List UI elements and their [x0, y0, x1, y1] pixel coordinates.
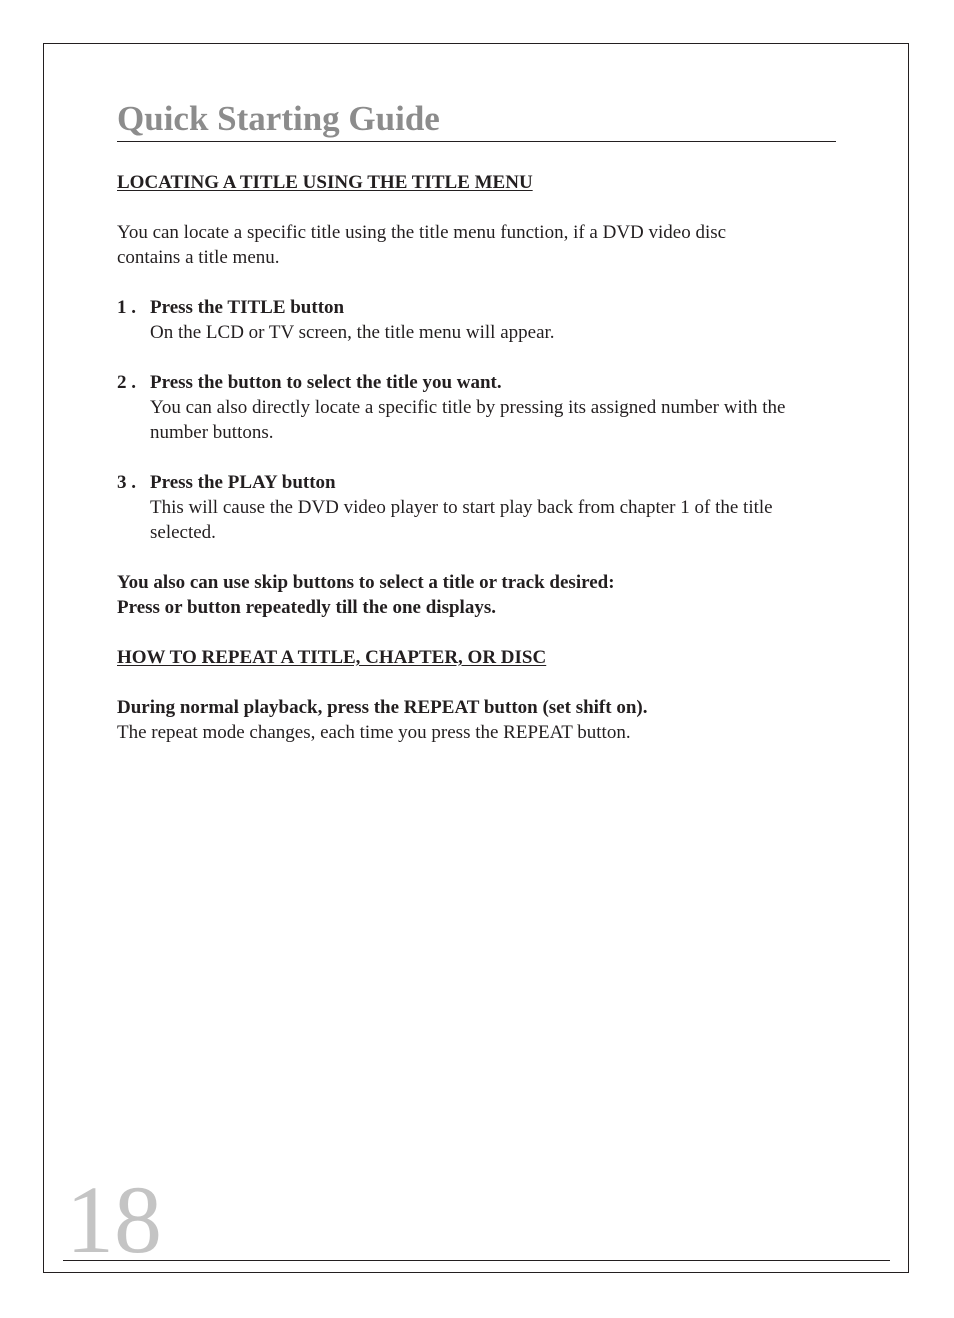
- skip-buttons-note: [117, 570, 857, 620]
- step-body: [150, 470, 857, 545]
- step-text: This will cause the DVD video player to start play back from chapter 1 of the title: [150, 497, 773, 518]
- step-3: [117, 470, 857, 545]
- repeat-paragraph: [117, 695, 857, 745]
- step-number: 1 .: [117, 297, 136, 318]
- step-text: number buttons.: [150, 422, 274, 443]
- step-1: [117, 295, 857, 345]
- skip-note-line: You also can use skip buttons to select a title or track desired:: [117, 572, 615, 593]
- footer-divider: [63, 1260, 890, 1261]
- step-heading: Press the button to select the title you want.: [150, 372, 502, 393]
- skip-note-line: Press or button repeatedly till the one displays.: [117, 597, 496, 618]
- intro-paragraph: [117, 220, 857, 270]
- step-body: [150, 370, 857, 445]
- step-heading: Press the TITLE button: [150, 297, 345, 318]
- page-title: Quick Starting Guide: [117, 99, 440, 138]
- step-body: [150, 295, 857, 345]
- section-heading-title-menu: LOCATING A TITLE USING THE TITLE MENU: [117, 172, 533, 193]
- page-content: [117, 170, 857, 745]
- step-text: selected.: [150, 522, 216, 543]
- intro-line: contains a title menu.: [117, 247, 280, 268]
- step-heading: Press the PLAY button: [150, 472, 336, 493]
- title-divider: [117, 141, 836, 142]
- intro-line: You can locate a specific title using the title menu function, if a DVD video disc: [117, 222, 727, 243]
- repeat-description: The repeat mode changes, each time you press the REPEAT button.: [117, 722, 631, 743]
- step-number: 2 .: [117, 372, 136, 393]
- step-number: 3 .: [117, 472, 136, 493]
- repeat-instruction: During normal playback, press the REPEAT button (set shift on).: [117, 697, 648, 718]
- step-text: You can also directly locate a specific title by pressing its assigned number with the: [150, 397, 786, 418]
- section-heading-repeat: HOW TO REPEAT A TITLE, CHAPTER, OR DISC: [117, 647, 547, 668]
- step-text: On the LCD or TV screen, the title menu will appear.: [150, 322, 555, 343]
- step-2: [117, 370, 857, 445]
- page-number: 18: [66, 1166, 162, 1273]
